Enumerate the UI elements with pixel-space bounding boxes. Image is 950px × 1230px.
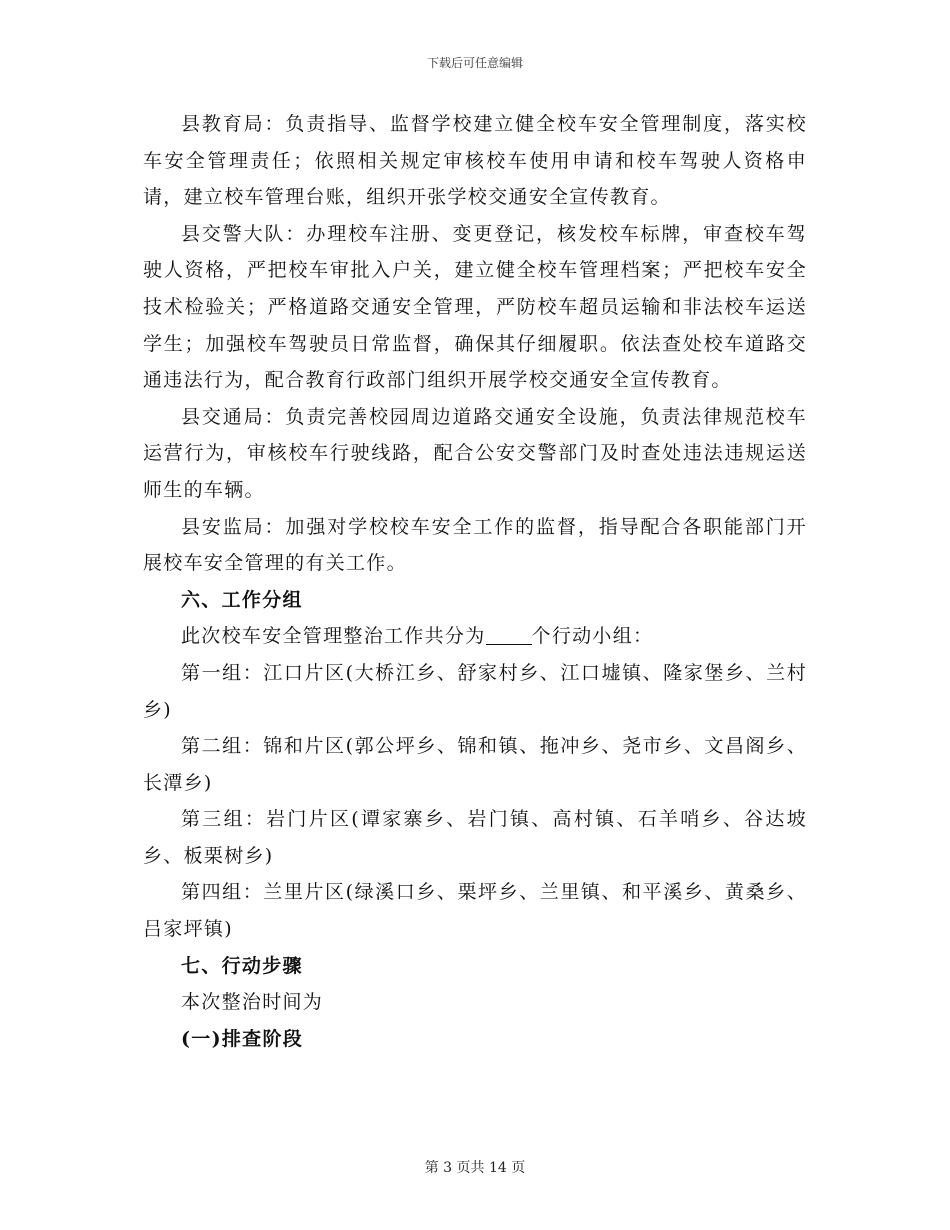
section-heading-grouping: 六、工作分组 [181,588,303,611]
paragraph-education-bureau: 县教育局：负责指导、监督学校建立健全校车安全管理制度，落实校车安全管理责任；依照相关规定审核校车使用申请和校车驾驶人资格申请，建立校车管理台账，组织开张学校交通安全宣传教育。 [143,113,807,209]
paragraph-group-count [143,618,807,655]
paragraph-safety-bureau: 县安监局：加强对学校校车安全工作的监督，指导配合各职能部门开展校车安全管理的有关工作。 [143,515,807,575]
group-count-text-after: 个行动小组： [531,625,654,648]
paragraph-traffic-police: 县交警大队：办理校车注册、变更登记，核发校车标牌，审查校车驾驶人资格，严把校车审批入户关，建立健全校车管理档案；严把校车安全技术检验关；严格道路交通安全管理，严防校车超员运输和非法校车运送学生；加强校车驾驶员日常监督，确保其仔细履职。依法查处校车道路交通违法行为，配合教育行政部门组织开展学校交通安全宣传教育。 [143,222,807,392]
group-2-item: 第二组：锦和片区(郭公坪乡、锦和镇、拖冲乡、尧市乡、文昌阁乡、长潭乡) [143,735,807,794]
document-body [143,106,807,1057]
page-header: 下载后可任意编辑 [426,56,523,70]
subheading-investigation-stage: (一)排查阶段 [181,1027,304,1050]
fill-in-blank [486,625,532,645]
page-footer: 第 3 页共 14 页 [424,1160,526,1176]
group-3-item: 第三组：岩门片区(谭家寨乡、岩门镇、高村镇、石羊哨乡、谷达坡乡、板栗树乡) [143,808,807,867]
group-count-text-before: 此次校车安全管理整治工作共分为 [181,625,486,648]
group-1-item: 第一组：江口片区(大桥江乡、舒家村乡、江口墟镇、隆家堡乡、兰村乡) [143,661,807,721]
group-4-item: 第四组：兰里片区(绿溪口乡、栗坪乡、兰里镇、和平溪乡、黄桑乡、吕家坪镇) [143,881,807,941]
paragraph-transport-bureau: 县交通局：负责完善校园周边道路交通安全设施，负责法律规范校车运营行为，审核校车行驶线路，配合公安交警部门及时查处违法违规运送师生的车辆。 [143,405,807,501]
section-heading-steps: 七、行动步骤 [181,954,303,977]
paragraph-duration: 本次整治时间为 [181,991,324,1014]
